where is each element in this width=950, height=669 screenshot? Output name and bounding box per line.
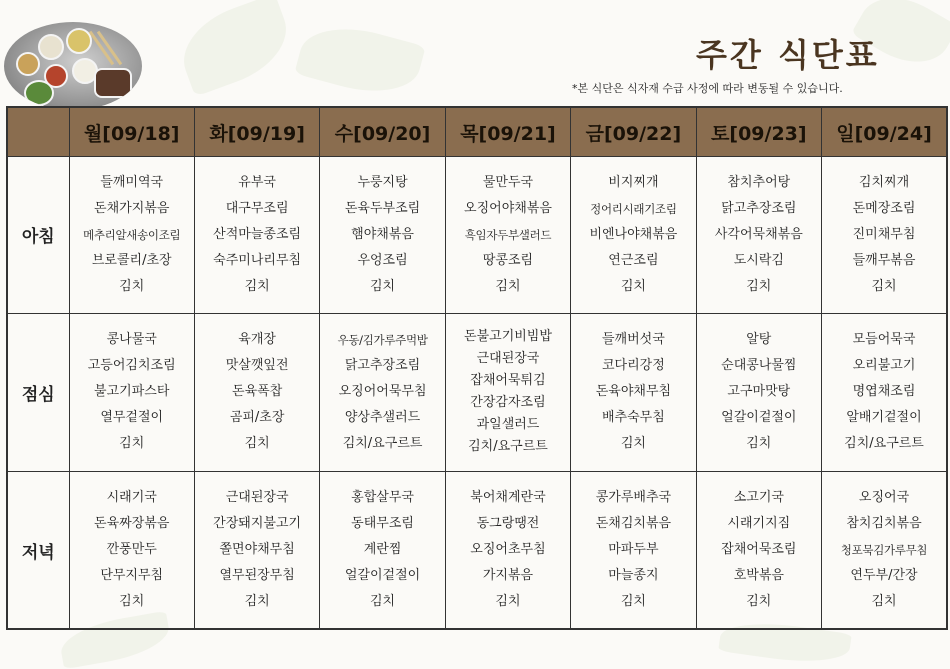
- menu-item: 시래기국: [106, 490, 157, 506]
- menu-item: 산적마늘종조림: [213, 226, 302, 242]
- menu-item: 계란찜: [363, 542, 402, 558]
- menu-item: 돈채김치볶음: [595, 516, 672, 532]
- menu-item: 단무지무침: [100, 568, 164, 584]
- menu-item: 간장돼지불고기: [213, 516, 302, 532]
- background-leaf: [294, 15, 425, 104]
- menu-cell: [194, 157, 319, 314]
- menu-cell: [822, 313, 947, 472]
- menu-item: 열무겉절이: [100, 410, 164, 426]
- menu-item: 김치: [119, 436, 145, 452]
- menu-cell: [194, 313, 319, 472]
- menu-item: 김치: [369, 278, 396, 294]
- menu-item: 정어리시래기조림: [590, 201, 677, 216]
- menu-item: 오징어국: [858, 490, 910, 506]
- menu-item: 김치: [244, 278, 270, 294]
- menu-item: 근대된장국: [225, 490, 289, 506]
- menu-cell: [445, 157, 570, 314]
- menu-item: 코다리강정: [602, 358, 665, 374]
- menu-item: 참치김치볶음: [846, 516, 922, 532]
- menu-item: 진미채무침: [852, 226, 916, 242]
- menu-item: 돈육두부조림: [344, 200, 421, 216]
- meal-label: 아침: [7, 157, 69, 314]
- meal-row: [7, 472, 947, 629]
- menu-item: 깐풍만두: [106, 542, 157, 558]
- menu-item: 김치: [746, 436, 772, 452]
- menu-item: 명엽채조림: [852, 384, 916, 400]
- day-header: 월[09/18]: [69, 107, 194, 157]
- menu-item: 도시락김: [733, 252, 784, 268]
- menu-item: 유부국: [238, 174, 276, 190]
- menu-item: 물만두국: [482, 174, 534, 190]
- menu-cell: [696, 472, 821, 629]
- menu-item: 연두부/간장: [850, 568, 918, 584]
- menu-cell: [69, 313, 194, 472]
- menu-item: 우동/김가루주먹밥: [337, 333, 428, 348]
- menu-cell: [571, 157, 696, 314]
- menu-item: 동태무조림: [351, 516, 414, 532]
- menu-item: 대구무조림: [225, 200, 289, 216]
- menu-item: 김치: [495, 278, 521, 294]
- menu-item: 김치/요구르트: [844, 436, 924, 452]
- page-title: 주간 식단표: [696, 36, 880, 74]
- menu-item: 닭고추장조림: [721, 200, 797, 216]
- menu-item: 돈육폭찹: [232, 384, 283, 400]
- menu-cell: [445, 472, 570, 629]
- menu-cell: [696, 313, 821, 472]
- menu-item: 홍합살무국: [351, 490, 414, 506]
- menu-item: 닭고추장조림: [344, 358, 421, 374]
- menu-item: 가지볶음: [482, 568, 534, 584]
- day-header: 수[09/20]: [320, 107, 445, 157]
- menu-item: 김치찌개: [858, 174, 910, 190]
- menu-cell: [822, 157, 947, 314]
- menu-item: 순대콩나물찜: [721, 358, 797, 374]
- menu-item: 돈육짜장볶음: [94, 516, 170, 532]
- meal-row: [7, 313, 947, 472]
- menu-item: 메추리알새송이조림: [83, 227, 181, 242]
- menu-item: 돈불고기비빔밥: [464, 329, 552, 345]
- day-header: 금[09/22]: [571, 107, 696, 157]
- menu-cell: [571, 472, 696, 629]
- meal-label: 저녁: [7, 472, 69, 629]
- menu-item: 누룽지탕: [357, 174, 408, 190]
- menu-item: 시래기지짐: [727, 516, 791, 532]
- menu-item: 간장감자조림: [470, 395, 546, 411]
- meal-label: 점심: [7, 313, 69, 472]
- menu-item: 사각어묵채볶음: [714, 226, 803, 242]
- menu-item: 청포묵김가루무침: [840, 543, 928, 558]
- menu-item: 비지찌개: [608, 174, 659, 190]
- menu-item: 김치/요구르트: [468, 439, 548, 455]
- menu-item: 김치/요구르트: [342, 436, 423, 452]
- menu-item: 과일샐러드: [476, 417, 540, 433]
- menu-item: 근대된장국: [476, 351, 540, 367]
- menu-item: 맛살깻잎전: [225, 358, 289, 374]
- menu-item: 김치: [746, 594, 772, 610]
- menu-item: 우엉조림: [357, 252, 408, 268]
- menu-item: 곰피/초장: [229, 410, 285, 426]
- menu-item: 오징어초무침: [470, 542, 546, 558]
- menu-item: 들깨무볶음: [852, 252, 916, 268]
- menu-item: 땅콩조림: [482, 252, 534, 268]
- menu-item: 연근조림: [608, 252, 659, 268]
- menu-item: 김치: [871, 594, 897, 610]
- menu-item: 오리불고기: [852, 358, 916, 374]
- menu-item: 김치: [244, 594, 270, 610]
- day-header: 토[09/23]: [696, 107, 821, 157]
- menu-item: 양상추샐러드: [344, 410, 421, 426]
- menu-cell: [822, 472, 947, 629]
- menu-item: 고등어김치조림: [87, 358, 176, 374]
- menu-item: 육개장: [238, 332, 276, 348]
- menu-item: 오징어야채볶음: [464, 200, 552, 216]
- menu-item: 김치: [119, 594, 145, 610]
- menu-cell: [69, 157, 194, 314]
- day-header: 화[09/19]: [194, 107, 319, 157]
- menu-cell: [571, 313, 696, 472]
- menu-cell: [194, 472, 319, 629]
- menu-item: 알배기겉절이: [846, 410, 922, 426]
- menu-item: 들깨미역국: [100, 174, 164, 190]
- menu-item: 북어채계란국: [470, 490, 546, 506]
- menu-item: 호박볶음: [733, 568, 784, 584]
- menu-item: 열무된장무침: [219, 568, 295, 584]
- menu-item: 소고기국: [733, 490, 784, 506]
- menu-item: 비엔나야채볶음: [589, 226, 678, 242]
- menu-item: 참치추어탕: [727, 174, 791, 190]
- menu-item: 김치: [495, 594, 521, 610]
- menu-item: 잡채어묵조림: [721, 542, 797, 558]
- menu-item: 김치: [620, 594, 646, 610]
- menu-item: 불고기파스타: [94, 384, 170, 400]
- food-plate-illustration: [4, 22, 142, 110]
- menu-cell: [69, 472, 194, 629]
- weekly-menu-table: [6, 106, 948, 630]
- day-header: 일[09/24]: [822, 107, 947, 157]
- menu-item: 김치: [620, 278, 646, 294]
- menu-item: 콩가루배추국: [595, 490, 672, 506]
- menu-item: 돈메장조림: [852, 200, 916, 216]
- menu-item: 콩나물국: [106, 332, 157, 348]
- menu-cell: [320, 157, 445, 314]
- menu-item: 오징어어묵무침: [338, 384, 427, 400]
- menu-item: 마파두부: [608, 542, 659, 558]
- menu-item: 얼갈이겉절이: [344, 568, 421, 584]
- menu-item: 모듬어묵국: [852, 332, 916, 348]
- menu-item: 햄야채볶음: [351, 226, 414, 242]
- menu-item: 흑임자두부샐러드: [464, 227, 552, 242]
- meal-row: [7, 157, 947, 314]
- menu-cell: [320, 313, 445, 472]
- menu-item: 숙주미나리무침: [213, 252, 302, 268]
- menu-change-notice: *본 식단은 식자재 수급 사정에 따라 변동될 수 있습니다.: [572, 82, 843, 95]
- background-leaf: [171, 0, 298, 97]
- menu-item: 김치: [871, 278, 897, 294]
- day-header: 목[09/21]: [445, 107, 570, 157]
- corner-cell: [7, 107, 69, 157]
- menu-item: 마늘종지: [608, 568, 659, 584]
- menu-cell: [696, 157, 821, 314]
- menu-item: 돈육야채무침: [595, 384, 672, 400]
- menu-cell: [445, 313, 570, 472]
- menu-item: 김치: [746, 278, 772, 294]
- menu-item: 김치: [620, 436, 646, 452]
- menu-item: 김치: [369, 594, 396, 610]
- menu-item: 김치: [119, 278, 145, 294]
- menu-item: 고구마맛탕: [727, 384, 791, 400]
- menu-item: 돈채가지볶음: [94, 200, 170, 216]
- menu-item: 김치: [244, 436, 270, 452]
- menu-item: 잡채어묵튀김: [470, 373, 546, 389]
- menu-item: 쫄면야채무침: [219, 542, 295, 558]
- menu-item: 들깨버섯국: [602, 332, 665, 348]
- menu-item: 알탕: [746, 332, 772, 348]
- menu-item: 브로콜리/초장: [91, 252, 172, 268]
- menu-item: 얼갈이겉절이: [721, 410, 797, 426]
- day-header-row: [7, 107, 947, 157]
- menu-item: 배추숙무침: [602, 410, 665, 426]
- menu-item: 동그랑땡전: [476, 516, 540, 532]
- menu-cell: [320, 472, 445, 629]
